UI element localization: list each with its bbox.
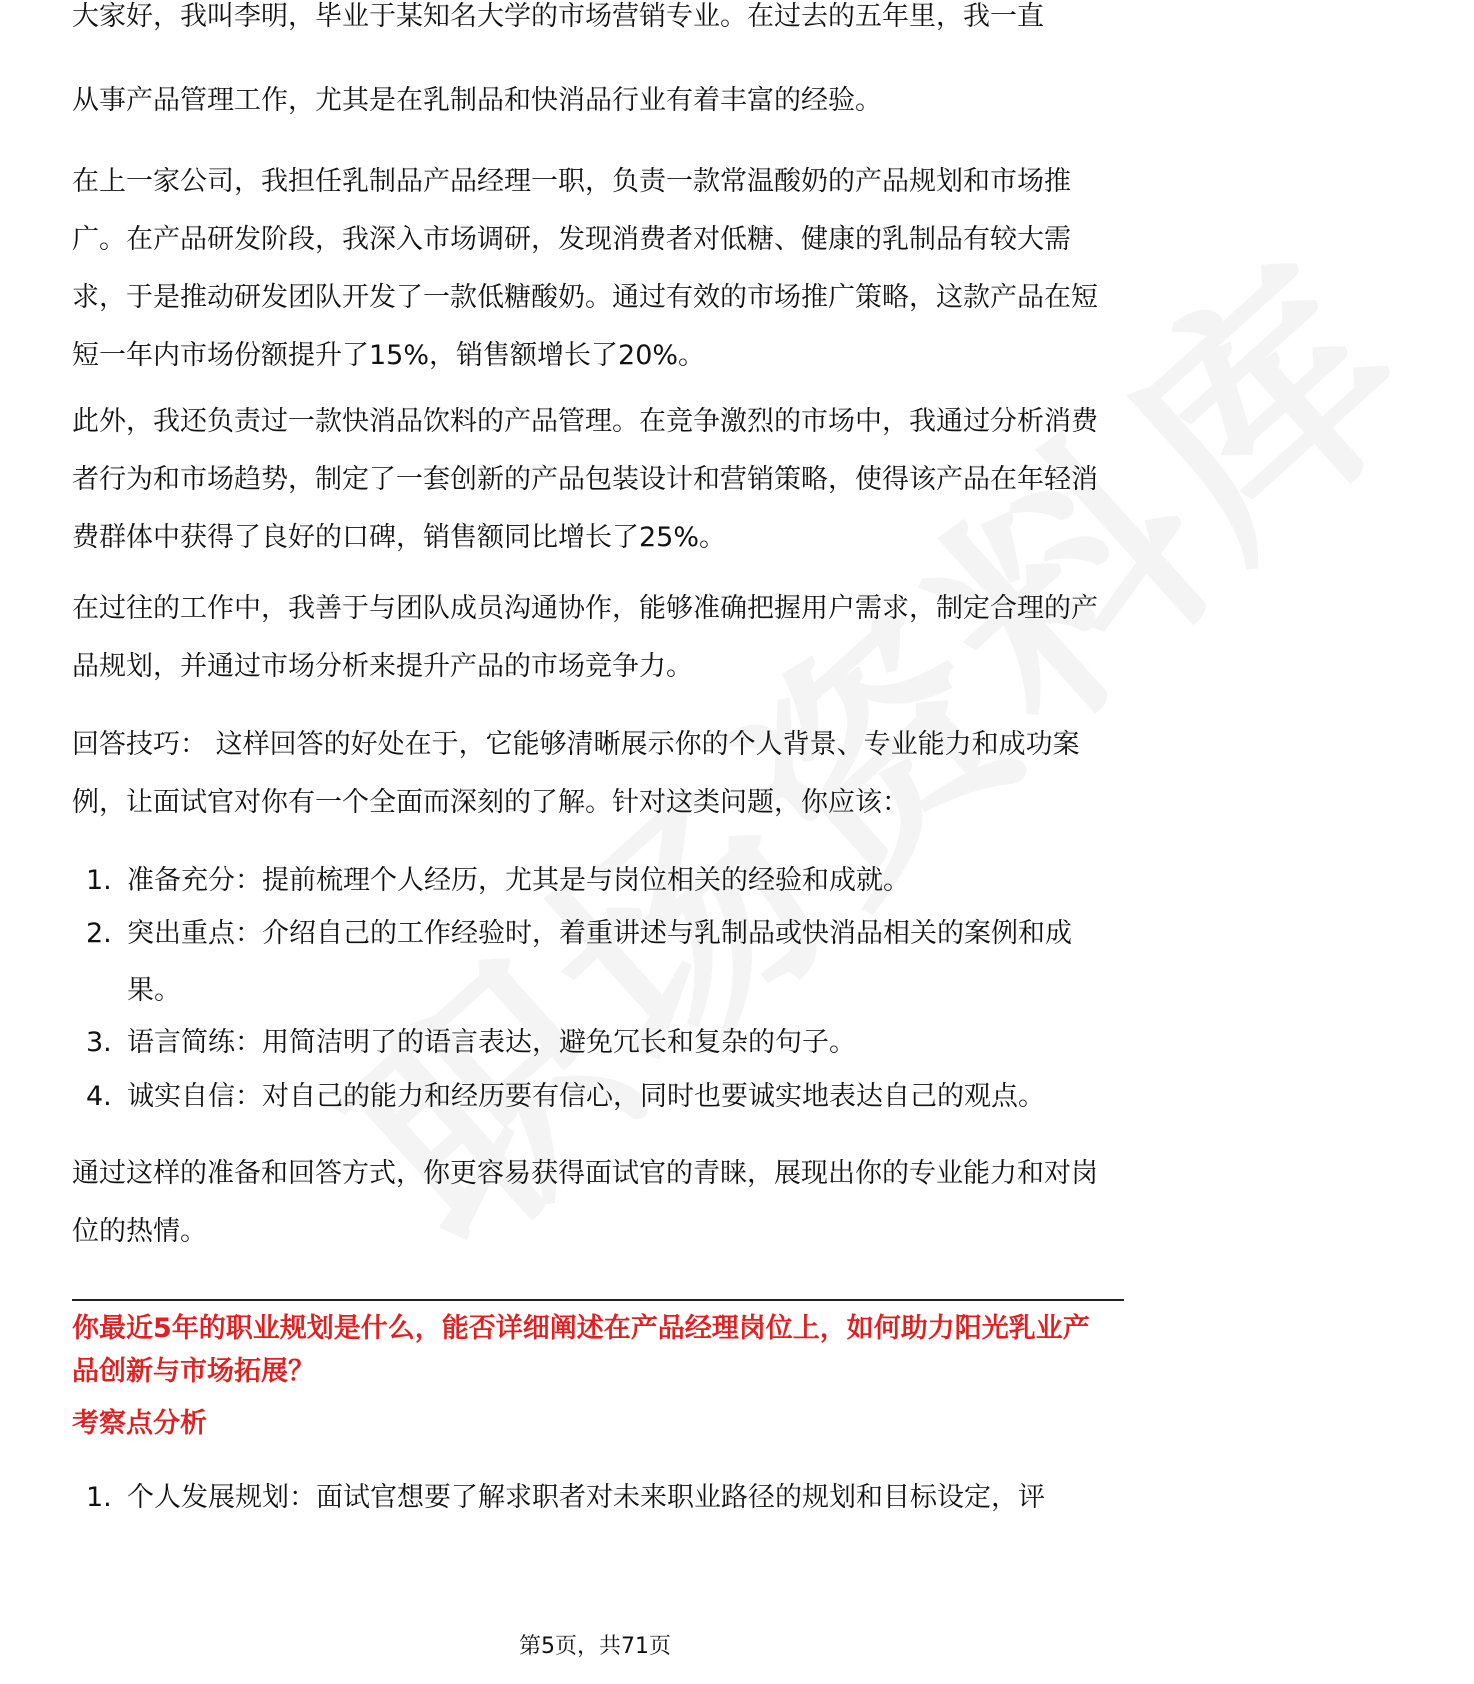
section-divider <box>72 1299 1124 1301</box>
list-number: 1. <box>86 1482 112 1513</box>
list-text: 语言简练：用简洁明了的语言表达，避免冗长和复杂的句子。 <box>127 1027 856 1058</box>
paragraph-intro-continued: 从事产品管理工作，尤其是在乳制品和快消品行业有着丰富的经验。 <box>72 85 882 116</box>
question-heading: 你最近5年的职业规划是什么，能否详细阐述在产品经理岗位上，如何助力阳光乳业产品创新与市场拓展？ <box>72 1313 1090 1387</box>
list-text: 个人发展规划：面试官想要了解求职者对未来职业路径的规划和目标设定，评 <box>127 1482 1045 1513</box>
paragraph-fmcg-experience: 此外，我还负责过一款快消品饮料的产品管理。在竞争激烈的市场中，我通过分析消费者行为和市场趋势，制定了一套创新的产品包装设计和营销策略，使得该产品在年轻消费群体中获得了良好的口碑，销售额同比增长了25%。 <box>72 406 1098 553</box>
list-text: 准备充分：提前梳理个人经历，尤其是与岗位相关的经验和成就。 <box>127 865 910 896</box>
list-item <box>72 1469 1122 1526</box>
list-text: 突出重点：介绍自己的工作经验时，着重讲述与乳制品或快消品相关的案例和成果。 <box>127 918 1072 1006</box>
page-footer: 第5页，共71页 <box>519 1634 671 1659</box>
analysis-list <box>72 1469 1122 1526</box>
list-item <box>72 852 1122 909</box>
list-number: 1. <box>86 865 112 896</box>
list-item <box>72 905 1122 1019</box>
list-item <box>72 1014 1122 1071</box>
paragraph-answer-tips: 回答技巧： 这样回答的好处在于，它能够清晰展示你的个人背景、专业能力和成功案例，让面试官对你有一个全面而深刻的了解。针对这类问题，你应该： <box>72 729 1080 818</box>
tips-list <box>72 852 1122 1125</box>
list-number: 3. <box>86 1027 112 1058</box>
cut-off-paragraph-line <box>72 1 1122 56</box>
paragraph-dairy-experience: 在上一家公司，我担任乳制品产品经理一职，负责一款常温酸奶的产品规划和市场推广。在产品研发阶段，我深入市场调研，发现消费者对低糖、健康的乳制品有较大需求，于是推动研发团队开发了一款低糖酸奶。通过有效的市场推广策略，这款产品在短短一年内市场份额提升了15%，销售额增长了20%。 <box>72 166 1098 371</box>
section-title: 考察点分析 <box>72 1408 207 1439</box>
list-item <box>72 1068 1122 1125</box>
list-number: 2. <box>86 918 112 949</box>
cut-off-text: 大家好，我叫李明，毕业于某知名大学的市场营销专业。在过去的五年里，我一直 <box>72 1 1044 32</box>
paragraph-closing: 通过这样的准备和回答方式，你更容易获得面试官的青睐，展现出你的专业能力和对岗位的热情。 <box>72 1158 1098 1247</box>
paragraph-teamwork: 在过往的工作中，我善于与团队成员沟通协作，能够准确把握用户需求，制定合理的产品规划，并通过市场分析来提升产品的市场竞争力。 <box>72 593 1098 682</box>
list-number: 4. <box>86 1081 112 1112</box>
list-text: 诚实自信：对自己的能力和经历要有信心，同时也要诚实地表达自己的观点。 <box>127 1081 1045 1112</box>
